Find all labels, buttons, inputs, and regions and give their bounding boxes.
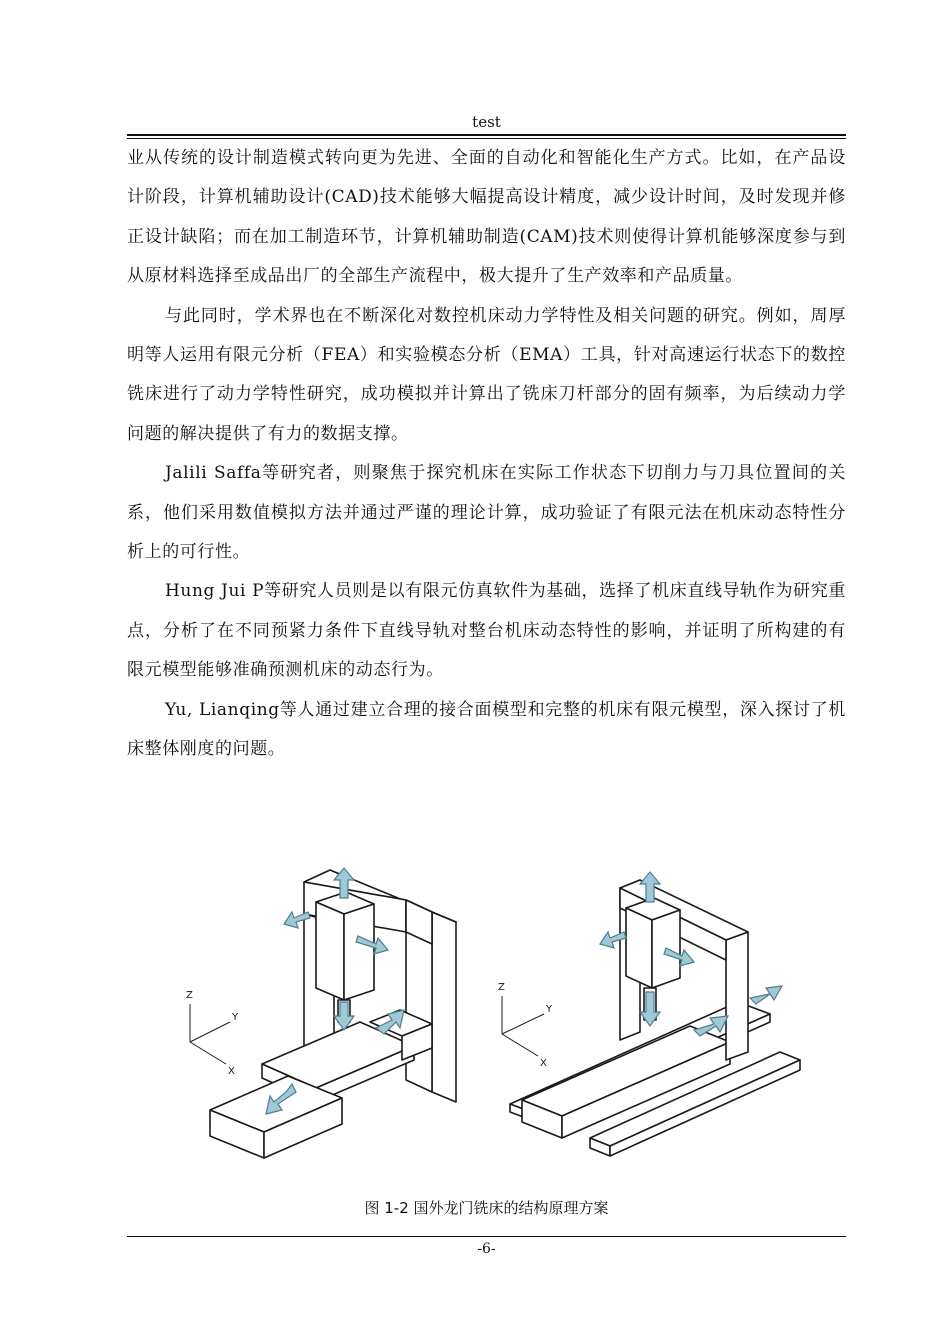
body-text xyxy=(127,139,846,770)
left-axis-z: Z xyxy=(186,990,193,1001)
gantry-milling-diagram xyxy=(170,852,810,1172)
footer-rule xyxy=(127,1236,846,1237)
paragraph-4: Hung Jui P等研究人员则是以有限元仿真软件为基础，选择了机床直线导轨作为研究重点，分析了在不同预紧力条件下直线导轨对整台机床动态特性的影响，并证明了所构建的有限元模型能够准确预测机床的动态行为。 xyxy=(127,581,846,681)
header-rule-thick xyxy=(127,134,846,136)
page-number: -6- xyxy=(477,1241,496,1257)
paragraph-2: 与此同时，学术界也在不断深化对数控机床动力学特性及相关问题的研究。例如，周厚明等人运用有限元分析（FEA）和实验模态分析（EMA）工具，针对高速运行状态下的数控铣床进行了动力学特性研究，成功模拟并计算出了铣床刀杆部分的固有频率，为后续动力学问题的解决提供了有力的数据支撑。 xyxy=(127,305,846,444)
arrow-down-right xyxy=(640,992,660,1026)
figure-caption: 图 1-2 国外龙门铣床的结构原理方案 xyxy=(364,1199,609,1217)
left-axis-y: Y xyxy=(232,1012,239,1023)
paragraph-5: Yu, Lianqing等人通过建立合理的接合面模型和完整的机床有限元模型，深入探讨了机床整体刚度的问题。 xyxy=(127,699,846,760)
right-axis-x: X xyxy=(540,1058,547,1069)
right-axis-z: Z xyxy=(498,982,505,993)
milling-machine-figure xyxy=(170,852,810,1172)
arrow-out-right xyxy=(750,986,782,1004)
right-axis-y: Y xyxy=(546,1004,553,1015)
paragraph-3: Jalili Saffa等研究者，则聚焦于探究机床在实际工作状态下切削力与刀具位置间的关系，他们采用数值模拟方法并通过严谨的理论计算，成功验证了有限元法在机床动态特性分析上的可行性。 xyxy=(127,463,846,563)
left-axes xyxy=(190,1004,230,1064)
left-machine xyxy=(210,870,456,1158)
page-header: test xyxy=(472,113,501,131)
right-axes xyxy=(502,996,544,1056)
paragraph-1: 业从传统的设计制造模式转向更为先进、全面的自动化和智能化生产方式。比如，在产品设计阶段，计算机辅助设计(CAD)技术能够大幅提高设计精度，减少设计时间，及时发现并修正设计缺陷；而在加工制造环节，计算机辅助制造(CAM)技术则使得计算机能够深度参与到从原材料选择至成品出厂的全部生产流程中，极大提升了生产效率和产品质量。 xyxy=(127,148,846,287)
left-axis-x: X xyxy=(228,1066,235,1077)
